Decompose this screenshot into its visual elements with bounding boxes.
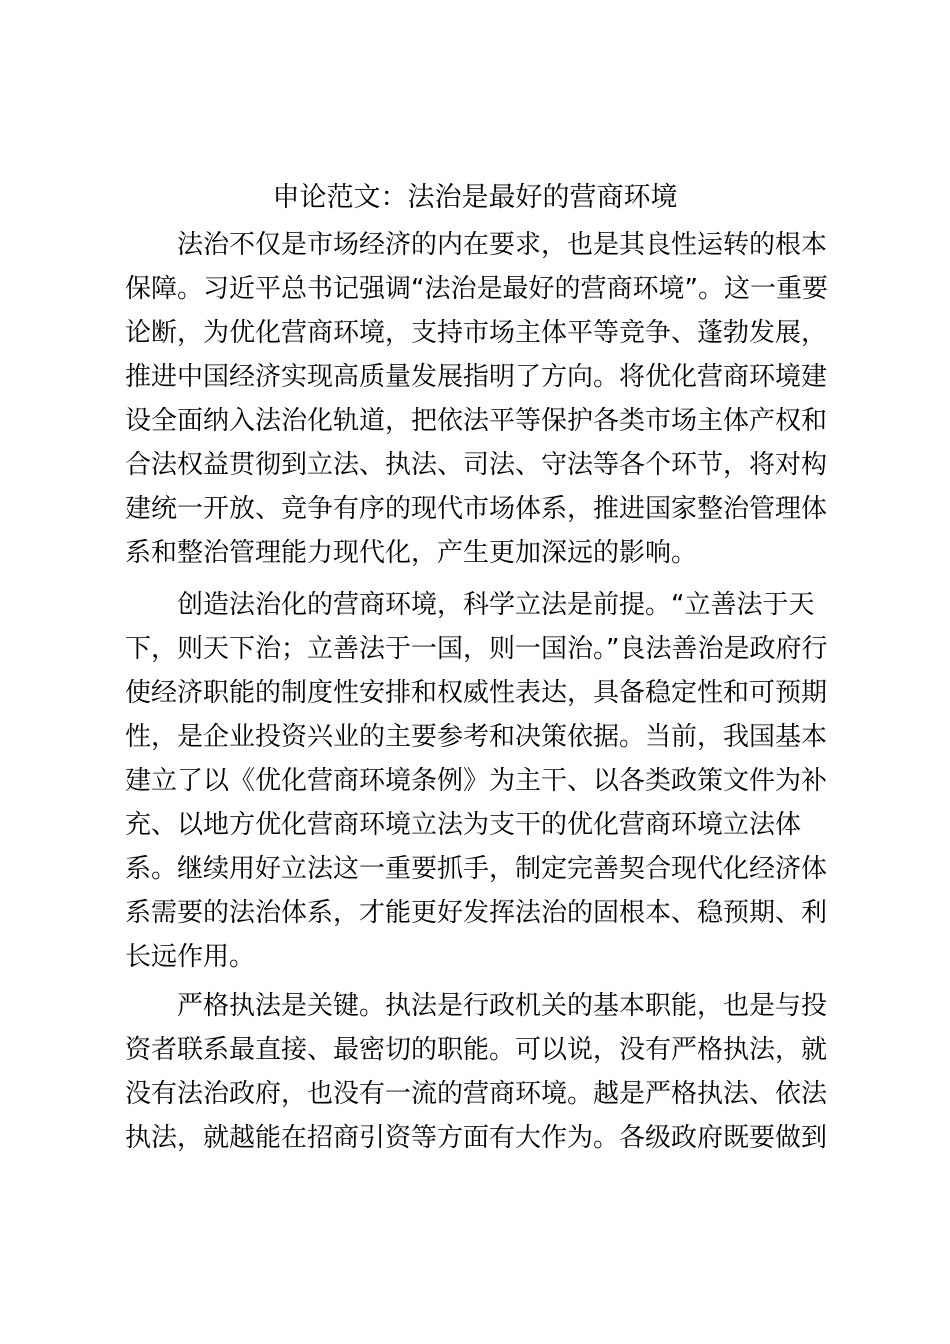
- text-line: 充、以地方优化营商环境立法为支干的优化营商环境立法体: [125, 810, 802, 840]
- text-line: 推进中国经济实现高质量发展指明了方向。将优化营商环境建: [125, 362, 828, 392]
- text-line: 建立了以《优化营商环境条例》为主干、以各类政策文件为补: [125, 766, 828, 796]
- text-line: 长远作用。: [125, 942, 256, 972]
- text-line: 法治不仅是市场经济的内在要求，也是其良性运转的根本: [177, 230, 828, 260]
- text-line: 系和整治管理能力现代化，产生更加深远的影响。: [125, 538, 698, 568]
- text-line: 系需要的法治体系，才能更好发挥法治的固根本、稳预期、利: [125, 898, 828, 928]
- text-line: 保障。习近平总书记强调“法治是最好的营商环境”。这一重要: [125, 274, 828, 304]
- text-line: 系。继续用好立法这一重要抓手，制定完善契合现代化经济体: [125, 854, 828, 884]
- text-line: 使经济职能的制度性安排和权威性表达，具备稳定性和可预期: [125, 678, 828, 708]
- text-line: 没有法治政府，也没有一流的营商环境。越是严格执法、依法: [125, 1079, 828, 1109]
- text-line: 创造法治化的营商环境，科学立法是前提。“立善法于天: [177, 590, 815, 620]
- text-line: 合法权益贯彻到立法、执法、司法、守法等各个环节，将对构: [125, 450, 828, 480]
- text-line: 资者联系最直接、最密切的职能。可以说，没有严格执法，就: [125, 1035, 828, 1065]
- text-line: 严格执法是关键。执法是行政机关的基本职能，也是与投: [177, 991, 828, 1021]
- text-line: 下，则天下治；立善法于一国，则一国治。”良法善治是政府行: [125, 634, 828, 664]
- text-line: 执法，就越能在招商引资等方面有大作为。各级政府既要做到: [125, 1123, 828, 1153]
- text-line: 设全面纳入法治化轨道，把依法平等保护各类市场主体产权和: [125, 406, 828, 436]
- text-line: 建统一开放、竞争有序的现代市场体系，推进国家整治管理体: [125, 494, 828, 524]
- text-line: 论断，为优化营商环境，支持市场主体平等竞争、蓬勃发展，: [125, 318, 828, 348]
- paragraph-2: [125, 583, 845, 979]
- text-line: 性，是企业投资兴业的主要参考和决策依据。当前，我国基本: [125, 722, 828, 752]
- document-title: 申论范文：法治是最好的营商环境: [272, 182, 678, 213]
- paragraph-3: [125, 984, 845, 1160]
- paragraph-1: [125, 223, 845, 575]
